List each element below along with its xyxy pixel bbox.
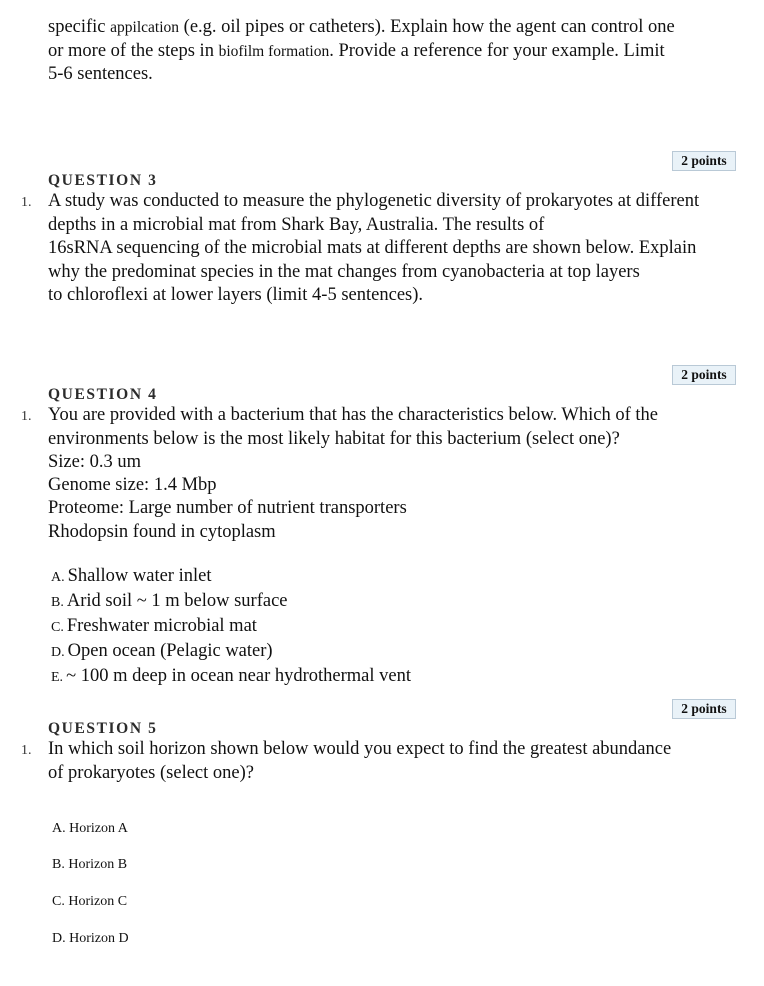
q5-line-1: In which soil horizon shown below would you expect to find the greatest abundance: [48, 739, 672, 759]
q3-line-3: 16sRNA sequencing of the microbial mats at different depths are shown below. Explain: [48, 238, 697, 258]
q4-line-4: Genome size: 1.4 Mbp: [48, 475, 217, 495]
q5-number: 1.: [21, 743, 32, 758]
q3-line-4: why the predominat species in the mat changes from cyanobacteria at top layers: [48, 262, 640, 282]
q3-line-2: depths in a microbial mat from Shark Bay, Australia. The results of: [48, 215, 545, 235]
q5-option-c[interactable]: C. Horizon C: [52, 894, 128, 909]
q4-line-6: Rhodopsin found in cytoplasm: [48, 522, 276, 542]
q5-points-badge: 2 points: [672, 699, 736, 719]
q4-option-a[interactable]: A. Shallow water inlet: [51, 566, 212, 586]
q5-option-d[interactable]: D. Horizon D: [52, 931, 129, 946]
q5-option-b[interactable]: B. Horizon B: [52, 857, 128, 872]
q4-line-3: Size: 0.3 um: [48, 452, 142, 472]
q4-option-d[interactable]: D. Open ocean (Pelagic water): [51, 641, 273, 661]
q3-heading: QUESTION 3: [48, 172, 158, 189]
q3-line-5: to chloroflexi at lower layers (limit 4-5 sentences).: [48, 285, 424, 305]
intro-line-2: or more of the steps in biofilm formation. Provide a reference for your example. Limit: [48, 41, 665, 61]
q4-line-5: Proteome: Large number of nutrient transporters: [48, 498, 407, 518]
q4-option-c[interactable]: C. Freshwater microbial mat: [51, 616, 257, 636]
intro-line-3: 5-6 sentences.: [48, 64, 153, 84]
q4-line-2: environments below is the most likely habitat for this bacterium (select one)?: [48, 429, 620, 449]
q4-number: 1.: [21, 409, 32, 424]
q4-option-b[interactable]: B. Arid soil ~ 1 m below surface: [51, 591, 288, 611]
q3-points-badge: 2 points: [672, 151, 736, 171]
q4-line-1: You are provided with a bacterium that has the characteristics below. Which of the: [48, 405, 658, 425]
q3-number: 1.: [21, 195, 32, 210]
q4-option-e[interactable]: E. ~ 100 m deep in ocean near hydrothermal vent: [51, 666, 412, 686]
q4-points-badge: 2 points: [672, 365, 736, 385]
intro-line-1: specific appilcation (e.g. oil pipes or catheters). Explain how the agent can control one: [48, 17, 675, 37]
q5-line-2: of prokaryotes (select one)?: [48, 763, 254, 783]
q5-option-a[interactable]: A. Horizon A: [52, 821, 128, 836]
q5-heading: QUESTION 5: [48, 720, 158, 737]
q3-line-1: A study was conducted to measure the phylogenetic diversity of prokaryotes at different: [48, 191, 700, 211]
q4-heading: QUESTION 4: [48, 386, 158, 403]
